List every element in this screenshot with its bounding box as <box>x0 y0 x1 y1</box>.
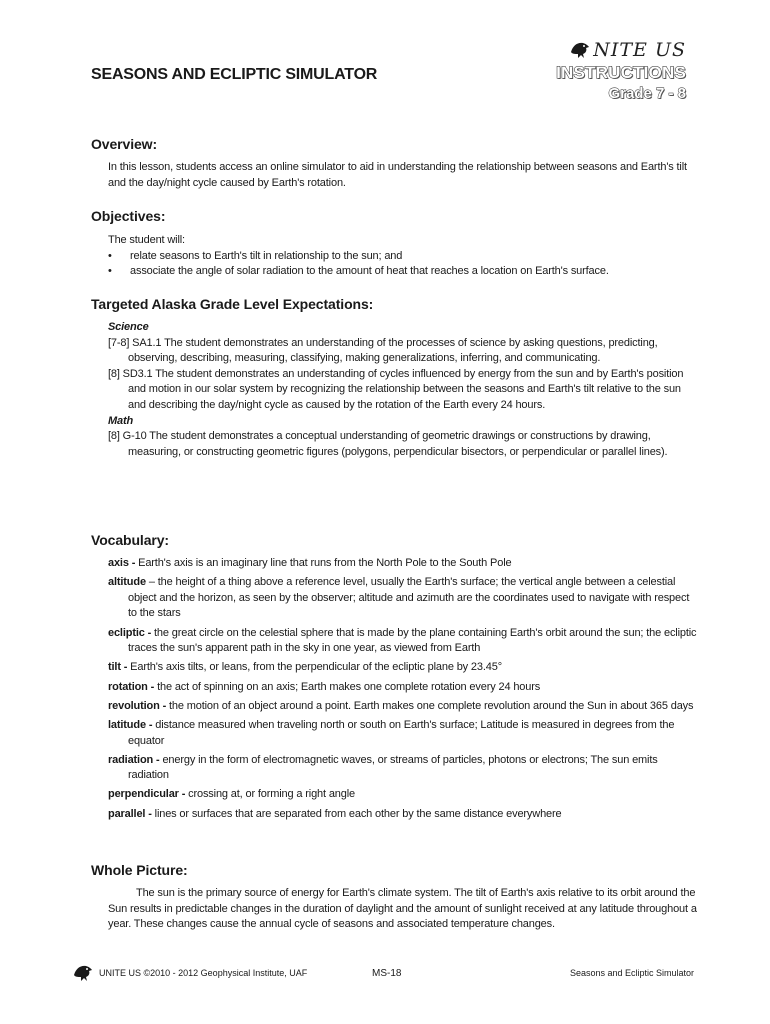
vocab-definition: Earth's axis is an imaginary line that runs from the North Pole to the South Pole <box>138 557 512 569</box>
vocab-entry <box>108 575 698 622</box>
vocabulary-list <box>108 556 698 826</box>
vocab-entry <box>108 556 698 572</box>
vocab-definition: the motion of an object around a point. Earth makes one complete revolution around the Sun in about 365 days <box>169 699 694 712</box>
instructions-label: INSTRUCTIONS <box>556 63 686 82</box>
vocab-term: tilt - <box>108 661 131 674</box>
vocab-entry <box>108 807 698 823</box>
list-item <box>108 264 698 280</box>
vocab-definition: the great circle on the celestial sphere that is made by the plane containing Earth's orbit around the sun; the ecliptic traces the sun's apparent path in the sky in one year, as viewed from Earth <box>128 626 697 655</box>
brand-block <box>556 38 686 102</box>
page-footer <box>72 962 694 986</box>
gle-item: [8] SD3.1 The student demonstrates an understanding of cycles influenced by energy from the sun and by Earth's position and motion in our solar system by recognizing the relationship between the seasons and Earth's tilt relative to the sun and describing the day/night cycle as caused by the rotation of the Earth every 24 hours. <box>108 367 684 411</box>
vocab-term: ecliptic - <box>108 626 155 639</box>
whole-picture-heading: Whole Picture: <box>91 862 188 878</box>
gle-body <box>108 320 698 460</box>
vocab-definition: the act of spinning on an axis; Earth makes one complete rotation every 24 hours <box>157 680 541 693</box>
vocab-definition: lines or surfaces that are separated from each other by the same distance everywhere <box>154 807 562 820</box>
objective-text: associate the angle of solar radiation to the amount of heat that reaches a location on Earth's surface. <box>130 265 609 278</box>
vocab-definition: Earth's axis tilts, or leans, from the perpendicular of the ecliptic plane by 23.45° <box>130 661 502 674</box>
gle-heading: Targeted Alaska Grade Level Expectations: <box>91 296 374 312</box>
vocab-definition: crossing at, or forming a right angle <box>188 788 355 801</box>
objectives-body <box>108 233 698 280</box>
objective-text: relate seasons to Earth's tilt in relationship to the sun; and <box>130 249 403 262</box>
vocab-entry <box>108 753 698 784</box>
vocab-definition: distance measured when traveling north or south on Earth's surface; Latitude is measured in degrees from the equator <box>128 718 675 747</box>
vocab-term: revolution - <box>108 699 169 712</box>
footer-doc-title: Seasons and Ecliptic Simulator <box>569 968 694 978</box>
footer-copyright: UNITE US ©2010 - 2012 Geophysical Institute, UAF <box>99 968 308 978</box>
vocab-entry <box>108 660 698 676</box>
vocabulary-heading: Vocabulary: <box>91 532 169 548</box>
gle-item: [8] G-10 The student demonstrates a conceptual understanding of geometric drawings or constructions by drawing, measuring, or constructing geometric figures (polygons, perpendicular bisectors, or perpendicular or parallel lines). <box>108 430 668 458</box>
footer-credit <box>72 962 307 984</box>
vocab-entry <box>108 787 698 803</box>
page-number: MS-18 <box>372 968 402 979</box>
vocab-term: parallel - <box>108 807 155 820</box>
gle-item: [7-8] SA1.1 The student demonstrates an understanding of the processes of science by asking questions, predicting, observing, describing, measuring, classifying, making generalizations, inferring, and communicating. <box>108 336 658 365</box>
whole-picture-text: The sun is the primary source of energy for Earth's climate system. The tilt of Earth's axis relative to its orbit around the Sun results in predictable changes in the duration of daylight and the amount of sunlight received at any latitude throughout a year. These changes cause the annual cycle of seasons and associated temperature changes. <box>108 887 697 931</box>
overview-text: In this lesson, students access an online simulator to aid in understanding the relationship between seasons and Earth's tilt and the day/night cycle caused by Earth's rotation. <box>108 161 687 189</box>
brand-name: NITE US <box>593 39 686 61</box>
vocab-term: altitude <box>108 576 146 589</box>
vocab-term: radiation - <box>108 753 163 766</box>
vocab-definition: – the height of a thing above a reference level, usually the Earth's surface; the vertical angle between a celestial object and the horizon, as seen by the observer; altitude and azimuth are the coordinates used to navigate with respect to the stars <box>128 576 690 620</box>
science-label: Science <box>108 321 149 333</box>
document-title: SEASONS AND ECLIPTIC SIMULATOR <box>91 66 378 83</box>
objectives-heading: Objectives: <box>91 208 166 224</box>
vocab-definition: energy in the form of electromagnetic waves, or streams of particles, photons or electrons; The sun emits radiation <box>128 753 658 782</box>
bird-logo-icon <box>569 39 591 61</box>
vocab-entry <box>108 626 698 657</box>
whole-picture-body <box>108 886 698 933</box>
overview-heading: Overview: <box>91 136 158 152</box>
objectives-intro: The student will: <box>108 234 185 246</box>
brand-logo <box>556 38 686 62</box>
list-item <box>108 249 698 265</box>
bird-logo-icon <box>72 962 94 984</box>
vocab-term: axis - <box>108 557 139 569</box>
vocab-term: perpendicular - <box>108 788 189 801</box>
vocab-term: latitude - <box>108 718 156 731</box>
grade-label: Grade 7 - 8 <box>608 85 686 102</box>
bullet: • <box>108 265 112 278</box>
vocab-entry <box>108 680 698 696</box>
math-label: Math <box>108 414 134 427</box>
vocab-term: rotation - <box>108 680 158 693</box>
vocab-entry <box>108 699 698 715</box>
vocab-entry <box>108 718 698 749</box>
bullet: • <box>108 249 112 262</box>
overview-body <box>108 160 698 191</box>
